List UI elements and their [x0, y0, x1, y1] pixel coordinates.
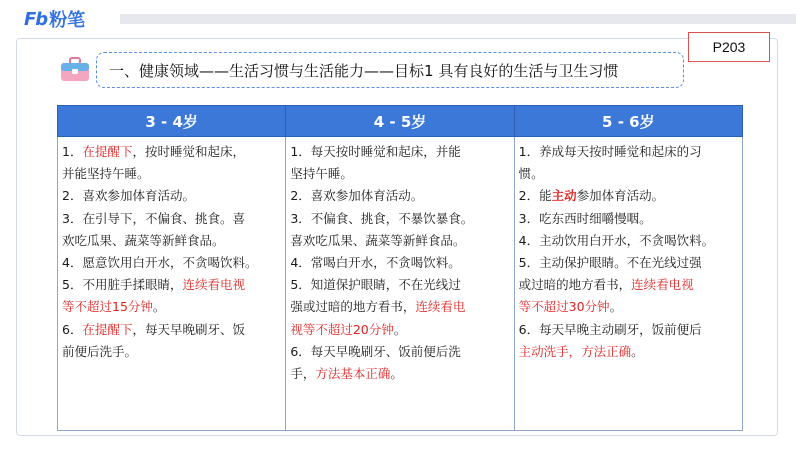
cell-line — [519, 208, 738, 230]
cell-text: 惯。 — [518, 166, 544, 182]
cell-line — [290, 185, 509, 207]
cell-line — [290, 208, 509, 230]
cell-text: 5．不用脏手揉眼睛， — [62, 277, 183, 293]
cell-line — [519, 274, 738, 296]
highlight-text: 视等不超过20分钟 — [290, 321, 394, 337]
cell-line — [62, 274, 281, 296]
cell-text: 强或过暗的地方看书， — [290, 299, 416, 315]
cell-text: 6． — [62, 321, 83, 337]
cell-text: 。 — [152, 299, 166, 315]
briefcase-icon — [60, 56, 90, 82]
cell-text: 手， — [290, 366, 316, 382]
cell-text: ，按时睡觉和起床， — [132, 144, 245, 159]
cell-age-5-6 — [514, 137, 742, 431]
cell-text: 6．每天早晚刷牙、饭前便后洗 — [290, 343, 461, 359]
cell-text: 参加体育活动。 — [576, 188, 665, 204]
cell-line — [519, 252, 738, 274]
cell-text: 。 — [393, 321, 407, 337]
cell-text: 。 — [390, 366, 403, 382]
cell-line — [290, 363, 509, 385]
cell-line — [290, 230, 509, 252]
cell-line — [290, 296, 509, 318]
cell-line — [290, 341, 509, 363]
table-header-row — [58, 106, 743, 137]
cell-text: 4．常喝白开水，不贪喝饮料。 — [290, 255, 461, 271]
header-age-3-4: 3 - 4岁 — [58, 106, 286, 137]
brand-name: 粉笔 — [49, 10, 86, 31]
cell-text: 5．主动保护眼睛。不在光线过强 — [518, 255, 702, 271]
section-title — [96, 52, 684, 88]
cell-line — [519, 341, 738, 363]
highlight-text: 在提醒下 — [82, 144, 133, 159]
cell-line — [519, 296, 738, 318]
cell-text: 并能坚持午睡。 — [62, 166, 150, 182]
cell-line — [519, 230, 738, 252]
header-age-4-5: 4 - 5岁 — [286, 106, 514, 137]
cell-text: 4．主动饮用白开水，不贪喝饮料。 — [518, 232, 715, 248]
header-age-5-6: 5 - 6岁 — [514, 106, 742, 137]
top-decor-bar — [120, 14, 796, 24]
cell-text: 或过暗的地方看书， — [518, 277, 632, 293]
cell-text: 喜欢吃瓜果、蔬菜等新鲜食品。 — [290, 232, 466, 248]
page-code-badge: P203 — [688, 32, 770, 62]
cell-line — [62, 185, 281, 207]
cell-line — [290, 163, 509, 185]
cell-text: 坚持午睡。 — [290, 166, 353, 182]
cell-text: 2．喜欢参加体育活动。 — [62, 188, 195, 204]
goals-table — [57, 105, 743, 431]
cell-line — [290, 252, 509, 274]
cell-line — [62, 230, 281, 252]
cell-text: 3．不偏食、挑食，不暴饮暴食。 — [290, 210, 474, 226]
highlight-text: 方法基本正确 — [315, 366, 391, 382]
cell-text: 。 — [609, 299, 623, 315]
cell-text: 。 — [631, 343, 644, 359]
cell-text: 4．愿意饮用白开水，不贪喝饮料。 — [62, 255, 258, 271]
highlight-text: 等不超过30分钟 — [518, 299, 610, 315]
cell-line — [62, 163, 281, 185]
cell-text: 前便后洗手。 — [62, 343, 138, 359]
cell-line — [62, 252, 281, 274]
cell-text: 1．每天按时睡觉和起床，并能 — [290, 144, 461, 159]
cell-line — [62, 296, 281, 318]
cell-line — [290, 274, 509, 296]
cell-text: 6．每天早晚主动刷牙，饭前便后 — [518, 321, 702, 337]
cell-text: 欢吃瓜果、蔬菜等新鲜食品。 — [62, 232, 225, 248]
cell-age-4-5 — [286, 137, 514, 431]
highlight-text: 主动洗手，方法正确 — [518, 343, 632, 359]
section-title-text: 一、健康领域——生活习惯与生活能力——目标1 具有良好的生活与卫生习惯 — [109, 61, 619, 80]
cell-text: 3．在引导下，不偏食、挑食。喜 — [62, 210, 245, 226]
cell-text: 2．喜欢参加体育活动。 — [290, 188, 424, 204]
highlight-text: 主动 — [551, 188, 577, 204]
cell-line — [519, 185, 738, 207]
cell-line — [290, 141, 509, 163]
cell-line — [519, 163, 738, 185]
cell-line — [290, 319, 509, 341]
highlight-text: 连续看电视 — [631, 277, 694, 293]
cell-age-3-4 — [58, 137, 286, 431]
brand-mark: Fb — [24, 8, 48, 30]
cell-text: 1． — [62, 144, 83, 159]
cell-text: 5．知道保护眼睛，不在光线过 — [290, 277, 461, 293]
highlight-text: 等不超过15分钟 — [62, 299, 153, 315]
table-row — [58, 137, 743, 431]
highlight-text: 连续看电 — [415, 299, 466, 315]
cell-text: ，每天早晚刷牙、饭 — [132, 321, 245, 337]
cell-line — [62, 141, 281, 163]
cell-line — [62, 208, 281, 230]
highlight-text: 连续看电视 — [182, 277, 245, 293]
cell-text: 2．能 — [518, 188, 552, 204]
cell-line — [62, 319, 281, 341]
cell-line — [62, 341, 281, 363]
cell-text: 1．养成每天按时睡觉和起床的习 — [518, 144, 702, 159]
cell-line — [519, 319, 738, 341]
cell-text: 3．吃东西时细嚼慢咽。 — [518, 210, 652, 226]
highlight-text: 在提醒下 — [82, 321, 133, 337]
cell-line — [519, 141, 738, 163]
brand-logo — [24, 6, 85, 32]
